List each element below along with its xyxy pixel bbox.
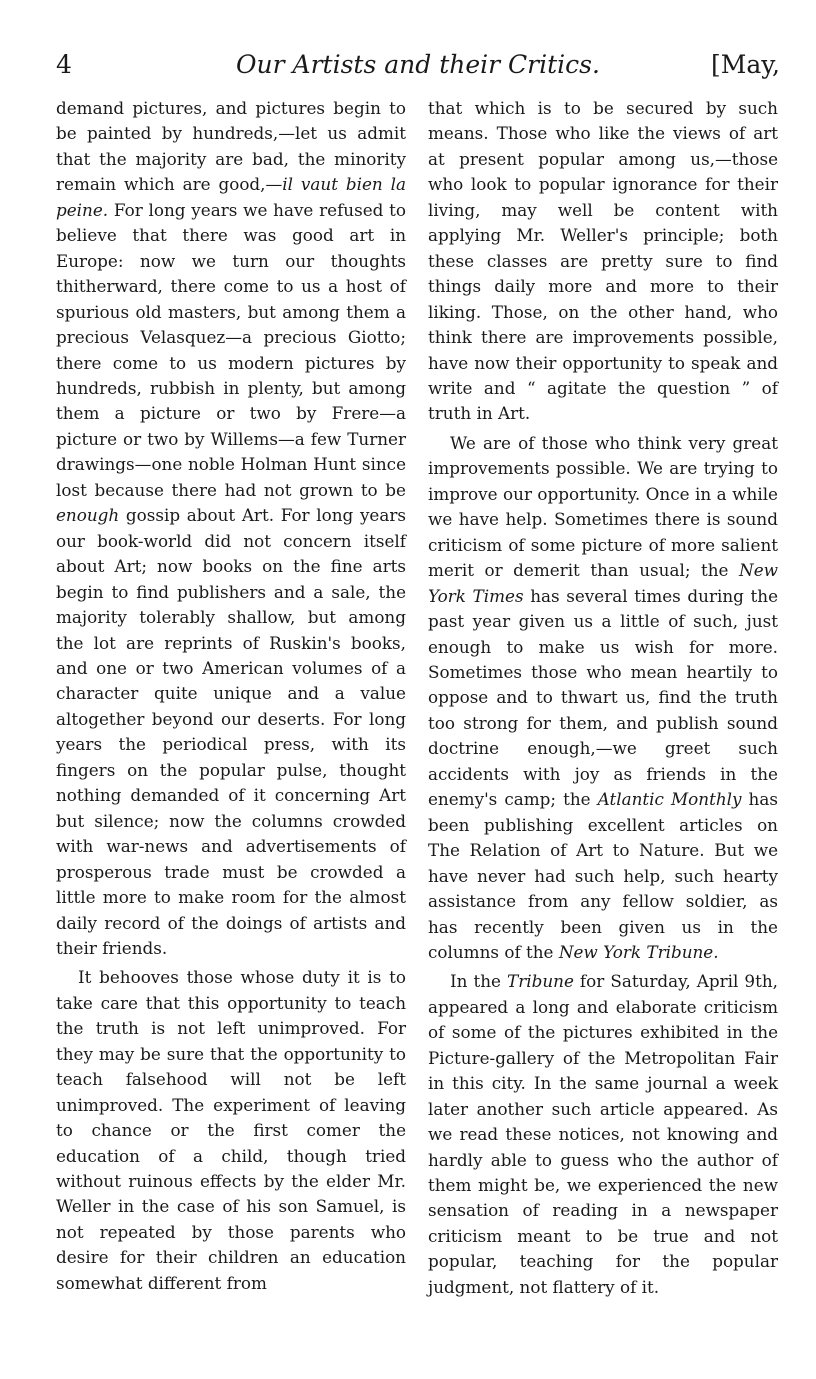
- page-header: [56, 50, 780, 90]
- paragraph: that which is to be secured by such means. Those who like the views of art at present popular among us,—those who look to popular ignorance for their living, may well be content with applying Mr. Weller's principle; both these classes are pretty sure to find things daily more and more to their liking. Those, on the other hand, who think there are improvements possible, have now their opportunity to speak and write and “ agitate the question ” of truth in Art.: [428, 98, 778, 424]
- page-number: 4: [56, 50, 72, 79]
- right-column: [428, 96, 778, 1300]
- running-date: [May,: [710, 50, 780, 79]
- paragraph: It behooves those whose duty it is to take care that this opportunity to teach the truth is not left unimproved. For they may be sure that the opportunity to teach falsehood will not be left unimproved. The experiment of leaving to chance or the first comer the education of a child, though tried without ruinous effects by the elder Mr. Weller in the case of his son Samuel, is not repeated by those parents who desire for their children an education somewhat different from: [56, 967, 406, 1293]
- paragraph: demand pictures, and pictures begin to be painted by hundreds,—let us admit that the majority are bad, the minority remain which are good,—il vaut bien la peine. For long years we have refused to believe that there was good art in Europe: now we turn our thoughts thitherward, there come to us a host of spurious old masters, but among them a precious Velasquez—a precious Giotto; there come to us modern pictures by hundreds, rubbish in plenty, but among them a picture or two by Frere—a picture or two by Willems—a few Turner drawings—one noble Holman Hunt since lost because there had not grown to be enough gossip about Art. For long years our book-world did not concern itself about Art; now books on the fine arts begin to find publishers and a sale, the majority tolerably shallow, but among the lot are reprints of Ruskin's books, and one or two American volumes of a character quite unique and a value altogether beyond our deserts. For long years the periodical press, with its fingers on the popular pulse, thought nothing demanded of it concerning Art but silence; now the columns crowded with war-news and advertisements of prosperous trade must be crowded a little more to make room for the almost daily record of the doings of artists and their friends.: [56, 98, 406, 958]
- paragraph: We are of those who think very great improvements possible. We are trying to improve our opportunity. Once in a while we have help. Sometimes there is sound criticism of some picture of more salient merit or demerit than usual; the New York Times has several times during the past year given us a little of such, just enough to make us wish for more. Sometimes those who mean heartily to oppose and to thwart us, find the truth too strong for them, and publish sound doctrine enough,—we greet such accidents with joy as friends in the enemy's camp; the Atlantic Monthly has been publishing excellent articles on The Relation of Art to Nature. But we have never had such help, such hearty assistance from any fellow soldier, as has recently been given us in the columns of the New York Tribune.: [428, 432, 779, 962]
- left-column: [56, 96, 406, 1296]
- running-title: Our Artists and their Critics.: [236, 50, 600, 79]
- paragraph: In the Tribune for Saturday, April 9th, appeared a long and elaborate criticism of some of the pictures exhibited in the Picture-gallery of the Metropolitan Fair in this city. In the same journal a week later another such article appeared. As we read these notices, not knowing and hardly able to guess who the author of them might be, we experienced the new sensation of reading in a newspaper criticism meant to be true and not popular, teaching for the popular judgment, not flattery of it.: [428, 971, 778, 1297]
